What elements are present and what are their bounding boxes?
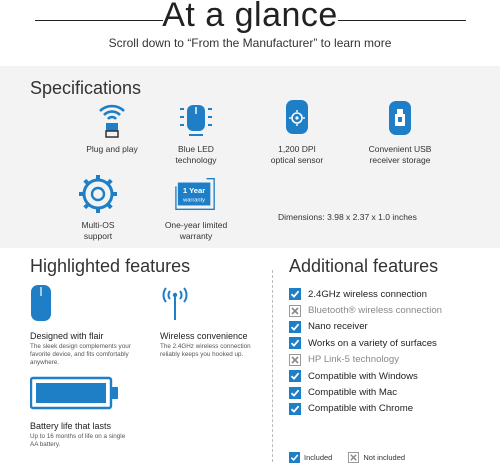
spec-label: Convenient USB receiver storage: [368, 144, 432, 165]
feature-label: Nano receiver: [308, 321, 368, 333]
highlight-design: [30, 284, 142, 367]
feature-row: [289, 302, 442, 318]
page-title: At a glance: [162, 0, 338, 34]
feature-label: Compatible with Windows: [308, 370, 418, 382]
page-subtitle: Scroll down to “From the Manufacturer” to learn more: [108, 36, 392, 50]
check-icon: [289, 370, 301, 382]
warranty-badge-line2: warranty: [183, 197, 206, 204]
feature-row: [289, 286, 442, 302]
dimensions-text: Dimensions: 3.98 x 2.37 x 1.0 inches: [278, 212, 417, 222]
highlight-desc: Up to 16 months of life on a single AA battery.: [30, 433, 126, 448]
spec-label: Blue LED technology: [175, 144, 217, 165]
spec-optical-sensor: [247, 96, 347, 166]
feature-row: [289, 352, 442, 368]
feature-row: [289, 384, 442, 400]
features-section: [0, 248, 500, 469]
usb-receiver-icon: [378, 96, 422, 140]
highlighted-features-title: Highlighted features: [30, 256, 191, 276]
feature-row: [289, 368, 442, 384]
feature-label: 2.4GHz wireless connection: [308, 288, 427, 300]
highlight-title: Battery life that lasts: [30, 421, 112, 431]
check-icon: [289, 337, 301, 349]
legend-included: Included: [304, 453, 333, 462]
spec-usb-storage: [350, 96, 450, 166]
header: [0, 0, 500, 66]
feature-label: Compatible with Chrome: [308, 403, 414, 415]
warranty-badge-line1: 1 Year: [182, 186, 206, 196]
highlight-desc: The sleek design complements your favorite device, and fits comfortably anywhere.: [30, 343, 131, 366]
highlight-title: Designed with flair: [30, 331, 104, 341]
check-icon: [289, 387, 301, 399]
spec-label: 1,200 DPI optical sensor: [270, 144, 324, 165]
x-icon: [289, 305, 301, 317]
feature-row: [289, 401, 442, 417]
wireless-plug-icon: [90, 96, 134, 140]
legend-not-included: Not included: [363, 453, 406, 462]
spec-label: One-year limited warranty: [164, 220, 228, 241]
spec-label: Multi-OS support: [81, 220, 115, 241]
multi-os-gear-icon: [76, 172, 120, 216]
warranty-badge-icon: [174, 172, 218, 216]
feature-row: [289, 319, 442, 335]
additional-features-title: Additional features: [289, 256, 439, 276]
feature-row: [289, 335, 442, 351]
header-rule-right: [338, 20, 466, 21]
x-icon: [289, 354, 301, 366]
feature-label: Works on a variety of surfaces: [308, 337, 437, 349]
spec-label: Plug and play: [86, 144, 138, 154]
feature-legend: [289, 452, 421, 463]
optical-sensor-icon: [275, 96, 319, 140]
section-divider: [272, 270, 273, 462]
spec-multi-os: [48, 172, 148, 242]
highlight-title: Wireless convenience: [160, 331, 248, 341]
spec-blue-led: [146, 96, 246, 166]
additional-features-list: [289, 286, 442, 417]
feature-label: HP Link-5 technology: [308, 354, 400, 366]
check-icon: [289, 452, 300, 463]
wireless-signal-icon: [160, 284, 272, 327]
highlight-wireless: [160, 284, 272, 359]
check-icon: [289, 321, 301, 333]
mouse-icon: [30, 284, 142, 327]
check-icon: [289, 288, 301, 300]
check-icon: [289, 403, 301, 415]
feature-label: Bluetooth® wireless connection: [308, 305, 442, 317]
led-mouse-icon: [174, 96, 218, 140]
x-icon: [348, 452, 359, 463]
spec-warranty: [146, 172, 246, 242]
battery-icon: [30, 374, 130, 417]
feature-label: Compatible with Mac: [308, 387, 398, 399]
specifications-section: [0, 66, 500, 248]
specifications-title: Specifications: [30, 78, 142, 98]
highlight-desc: The 2.4GHz wireless connection reliably keeps you hooked up.: [160, 343, 251, 358]
highlight-battery: [30, 374, 130, 449]
